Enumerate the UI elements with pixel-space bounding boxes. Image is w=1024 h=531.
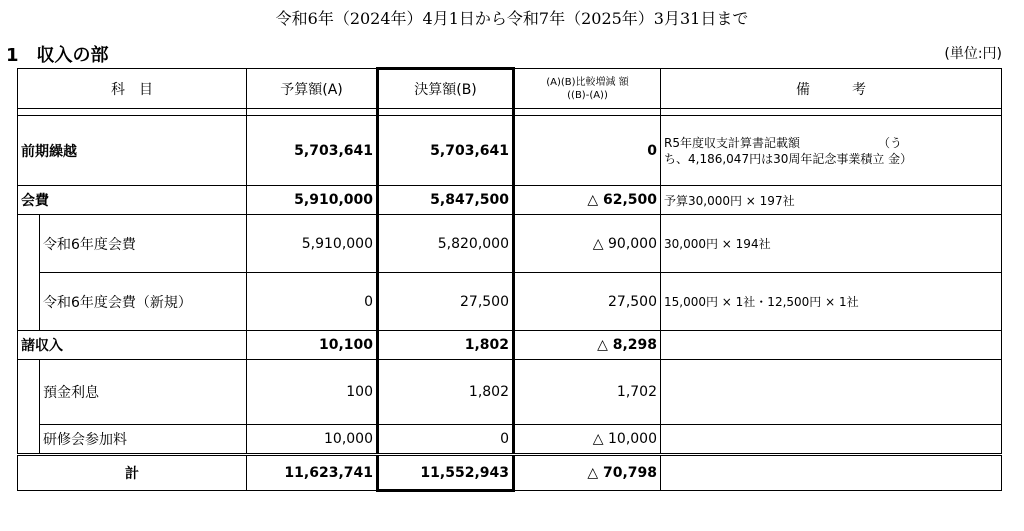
diff-misc: △ 8,298 [514,331,661,360]
budget-fees: 5,910,000 [247,186,378,215]
note-fees: 予算30,000円 × 197社 [661,186,1002,215]
item-total: 計 [18,455,247,491]
diff-total: △ 70,798 [514,455,661,491]
settlement-training: 0 [378,425,514,455]
budget-fees-r6-new: 0 [247,273,378,331]
note-interest [661,360,1002,425]
diff-fees-r6-new: 27,500 [514,273,661,331]
income-table [17,67,1002,492]
item-misc: 諸収入 [18,331,247,360]
settlement-fees-r6: 5,820,000 [378,215,514,273]
note-fees-r6-new: 15,000円 × 1社・12,500円 × 1社 [661,273,1002,331]
settlement-misc: 1,802 [378,331,514,360]
diff-training: △ 10,000 [514,425,661,455]
budget-interest: 100 [247,360,378,425]
table-row-misc [18,331,1002,360]
item-carryover: 前期繰越 [18,116,247,186]
header-remarks: 備 考 [661,69,1002,109]
unit-label: (単位:円) [944,46,1002,62]
header-budget: 予算額(A) [247,69,378,109]
table-row-training [18,425,1002,455]
header-item: 科 目 [18,69,247,109]
table-row-fees [18,186,1002,215]
section-title: 1 収入の部 [6,45,109,66]
period-heading: 令和6年（2024年）4月1日から令和7年（2025年）3月31日まで [275,9,749,28]
note-total [661,455,1002,491]
header-settlement: 決算額(B) [378,69,514,109]
header-diff-line2: ((B)-(A)) [567,89,608,101]
table-row-carryover [18,116,1002,186]
settlement-fees: 5,847,500 [378,186,514,215]
settlement-interest: 1,802 [378,360,514,425]
note-training [661,425,1002,455]
diff-carryover: 0 [514,116,661,186]
note-carryover-line2: ち、4,186,047円は30周年記念事業積立 金） [664,151,913,166]
note-misc [661,331,1002,360]
table-header-row [18,69,1002,109]
table-row-interest [18,360,1002,425]
item-fees-r6-new: 令和6年度会費（新規） [40,273,247,331]
budget-total: 11,623,741 [247,455,378,491]
budget-fees-r6: 5,910,000 [247,215,378,273]
spacer-row [18,109,1002,116]
table-row-total [18,455,1002,491]
diff-fees: △ 62,500 [514,186,661,215]
settlement-total: 11,552,943 [378,455,514,491]
item-fees-r6: 令和6年度会費 [40,215,247,273]
header-diff [514,69,661,109]
note-fees-r6: 30,000円 × 194社 [661,215,1002,273]
diff-fees-r6: △ 90,000 [514,215,661,273]
header-diff-line1: (A)(B)比較増減 額 [546,76,629,88]
table-row-fees-r6-new [18,273,1002,331]
budget-training: 10,000 [247,425,378,455]
diff-interest: 1,702 [514,360,661,425]
item-fees: 会費 [18,186,247,215]
item-interest: 預金利息 [40,360,247,425]
settlement-carryover: 5,703,641 [378,116,514,186]
item-training: 研修会参加料 [40,425,247,455]
note-carryover-line1: R5年度収支計算書記載額 （う [664,135,902,150]
settlement-fees-r6-new: 27,500 [378,273,514,331]
budget-carryover: 5,703,641 [247,116,378,186]
table-row-fees-r6 [18,215,1002,273]
budget-misc: 10,100 [247,331,378,360]
note-carryover [661,116,1002,186]
